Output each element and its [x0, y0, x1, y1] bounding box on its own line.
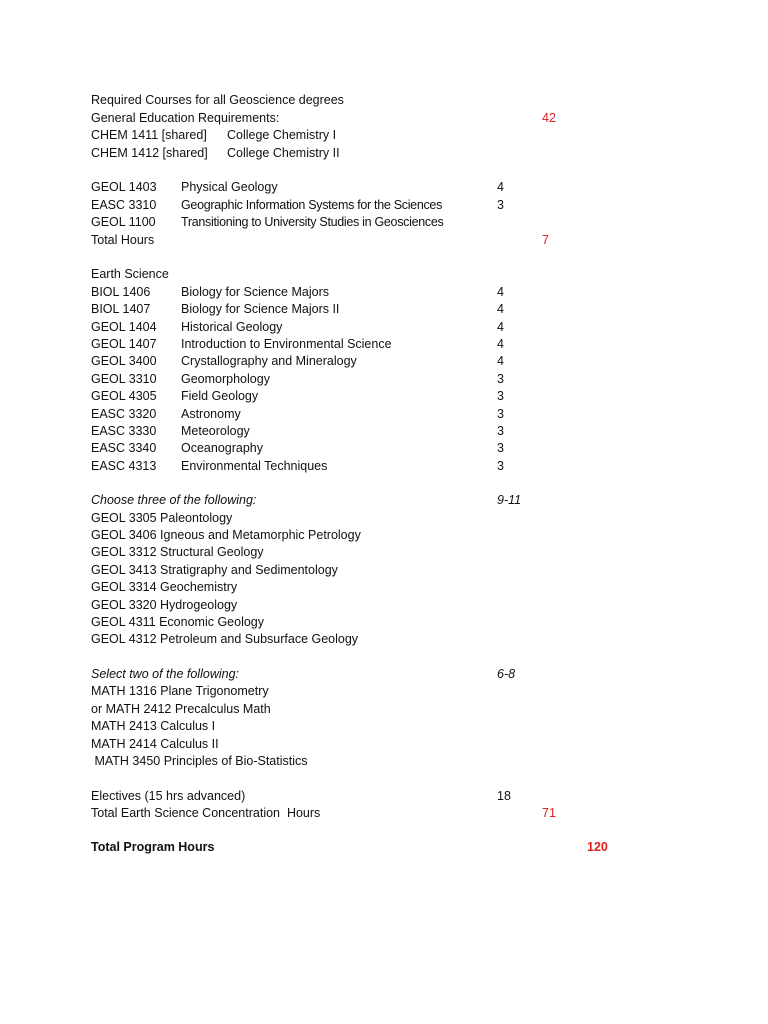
course-hours: 4 — [497, 180, 504, 194]
course-code: GEOL 1404 — [91, 320, 157, 334]
course-code: GEOL 4305 — [91, 389, 157, 403]
choice-label: Choose three of the following: — [91, 493, 257, 507]
course-title: Crystallography and Mineralogy — [181, 354, 357, 368]
course-title: Biology for Science Majors — [181, 285, 329, 299]
course-hours: 3 — [497, 389, 504, 403]
course-title: Astronomy — [181, 407, 241, 421]
course-title: Oceanography — [181, 441, 264, 455]
course-row — [91, 440, 691, 457]
course-code: BIOL 1406 — [91, 285, 151, 299]
total-label: Total Hours — [91, 233, 155, 247]
course-hours: 3 — [497, 372, 504, 386]
course-code: CHEM 1412 [shared] — [91, 146, 208, 160]
course-code: GEOL 3310 — [91, 372, 157, 386]
course-title: Historical Geology — [181, 320, 283, 334]
course-row — [91, 406, 691, 423]
course-code: EASC 3320 — [91, 407, 157, 421]
course-code: CHEM 1411 [shared] — [91, 128, 207, 142]
course-title: College Chemistry I — [227, 128, 337, 142]
gen-ed-hours: 42 — [542, 111, 556, 125]
electives-hours: 18 — [497, 789, 511, 803]
course-row — [91, 301, 691, 318]
list-item: GEOL 4311 Economic Geology — [91, 615, 265, 629]
choice-hours: 6-8 — [497, 667, 516, 681]
course-title: Transitioning to University Studies in Geosciences — [181, 215, 444, 229]
course-hours: 4 — [497, 337, 504, 351]
course-row — [91, 353, 691, 370]
total-label: Total Program Hours — [91, 840, 215, 854]
electives-label: Electives (15 hrs advanced) — [91, 789, 246, 803]
list-item: MATH 3450 Principles of Bio-Statistics — [91, 754, 308, 768]
choose-three-header — [91, 492, 691, 509]
gen-ed-label: General Education Requirements: — [91, 111, 280, 125]
total-label: Total Earth Science Concentration Hours — [91, 806, 321, 820]
list-item: GEOL 3413 Stratigraphy and Sedimentology — [91, 563, 338, 577]
core-total-row — [91, 232, 691, 249]
heading-text: Required Courses for all Geoscience degrees — [91, 93, 344, 107]
course-row — [91, 388, 691, 405]
course-hours: 3 — [497, 198, 504, 212]
list-item: MATH 2413 Calculus I — [91, 719, 216, 733]
list-item: GEOL 3406 Igneous and Metamorphic Petrology — [91, 528, 361, 542]
earth-science-heading — [91, 266, 169, 283]
gen-ed-row — [91, 110, 691, 127]
course-code: EASC 3340 — [91, 441, 157, 455]
chem-row — [91, 145, 691, 162]
course-row — [91, 423, 691, 440]
course-hours: 4 — [497, 320, 504, 334]
course-code: BIOL 1407 — [91, 302, 151, 316]
course-hours: 3 — [497, 441, 504, 455]
course-row — [91, 284, 691, 301]
list-item: MATH 1316 Plane Trigonometry — [91, 684, 269, 698]
course-row — [91, 458, 691, 475]
course-hours: 4 — [497, 302, 504, 316]
chem-row — [91, 127, 691, 144]
course-row — [91, 179, 691, 196]
list-item: GEOL 3305 Paleontology — [91, 511, 233, 525]
list-item: MATH 2414 Calculus II — [91, 737, 219, 751]
course-row — [91, 371, 691, 388]
choice-hours: 9-11 — [497, 493, 522, 507]
course-code: GEOL 1403 — [91, 180, 157, 194]
course-title: Introduction to Environmental Science — [181, 337, 392, 351]
program-total-row — [91, 839, 691, 856]
list-item: GEOL 3312 Structural Geology — [91, 545, 264, 559]
course-title: Physical Geology — [181, 180, 278, 194]
electives-row — [91, 788, 691, 805]
course-hours: 3 — [497, 459, 504, 473]
choice-label: Select two of the following: — [91, 667, 239, 681]
course-code: EASC 3330 — [91, 424, 157, 438]
course-title: Field Geology — [181, 389, 259, 403]
list-item: GEOL 3314 Geochemistry — [91, 580, 238, 594]
course-row — [91, 336, 691, 353]
course-title: Environmental Techniques — [181, 459, 328, 473]
section-heading: Earth Science — [91, 267, 169, 281]
list-item: GEOL 4312 Petroleum and Subsurface Geology — [91, 632, 359, 646]
course-title: Geographic Information Systems for the Sciences — [181, 198, 443, 212]
course-title: Geomorphology — [181, 372, 270, 386]
total-hours: 71 — [542, 806, 556, 820]
total-hours: 7 — [542, 233, 549, 247]
list-item: or MATH 2412 Precalculus Math — [91, 702, 271, 716]
course-code: EASC 4313 — [91, 459, 157, 473]
course-code: GEOL 1407 — [91, 337, 157, 351]
concentration-total-row — [91, 805, 691, 822]
list-item: GEOL 3320 Hydrogeology — [91, 598, 238, 612]
course-hours: 4 — [497, 285, 504, 299]
course-hours: 4 — [497, 354, 504, 368]
select-two-header — [91, 666, 691, 683]
total-hours: 120 — [587, 840, 608, 854]
course-row — [91, 197, 691, 214]
course-title: College Chemistry II — [227, 146, 340, 160]
course-row — [91, 319, 691, 336]
course-code: EASC 3310 — [91, 198, 157, 212]
course-code: GEOL 3400 — [91, 354, 157, 368]
course-row — [91, 214, 691, 231]
course-hours: 3 — [497, 424, 504, 438]
course-hours: 3 — [497, 407, 504, 421]
course-code: GEOL 1100 — [91, 215, 156, 229]
course-title: Meteorology — [181, 424, 250, 438]
course-title: Biology for Science Majors II — [181, 302, 340, 316]
document-heading — [91, 92, 344, 109]
